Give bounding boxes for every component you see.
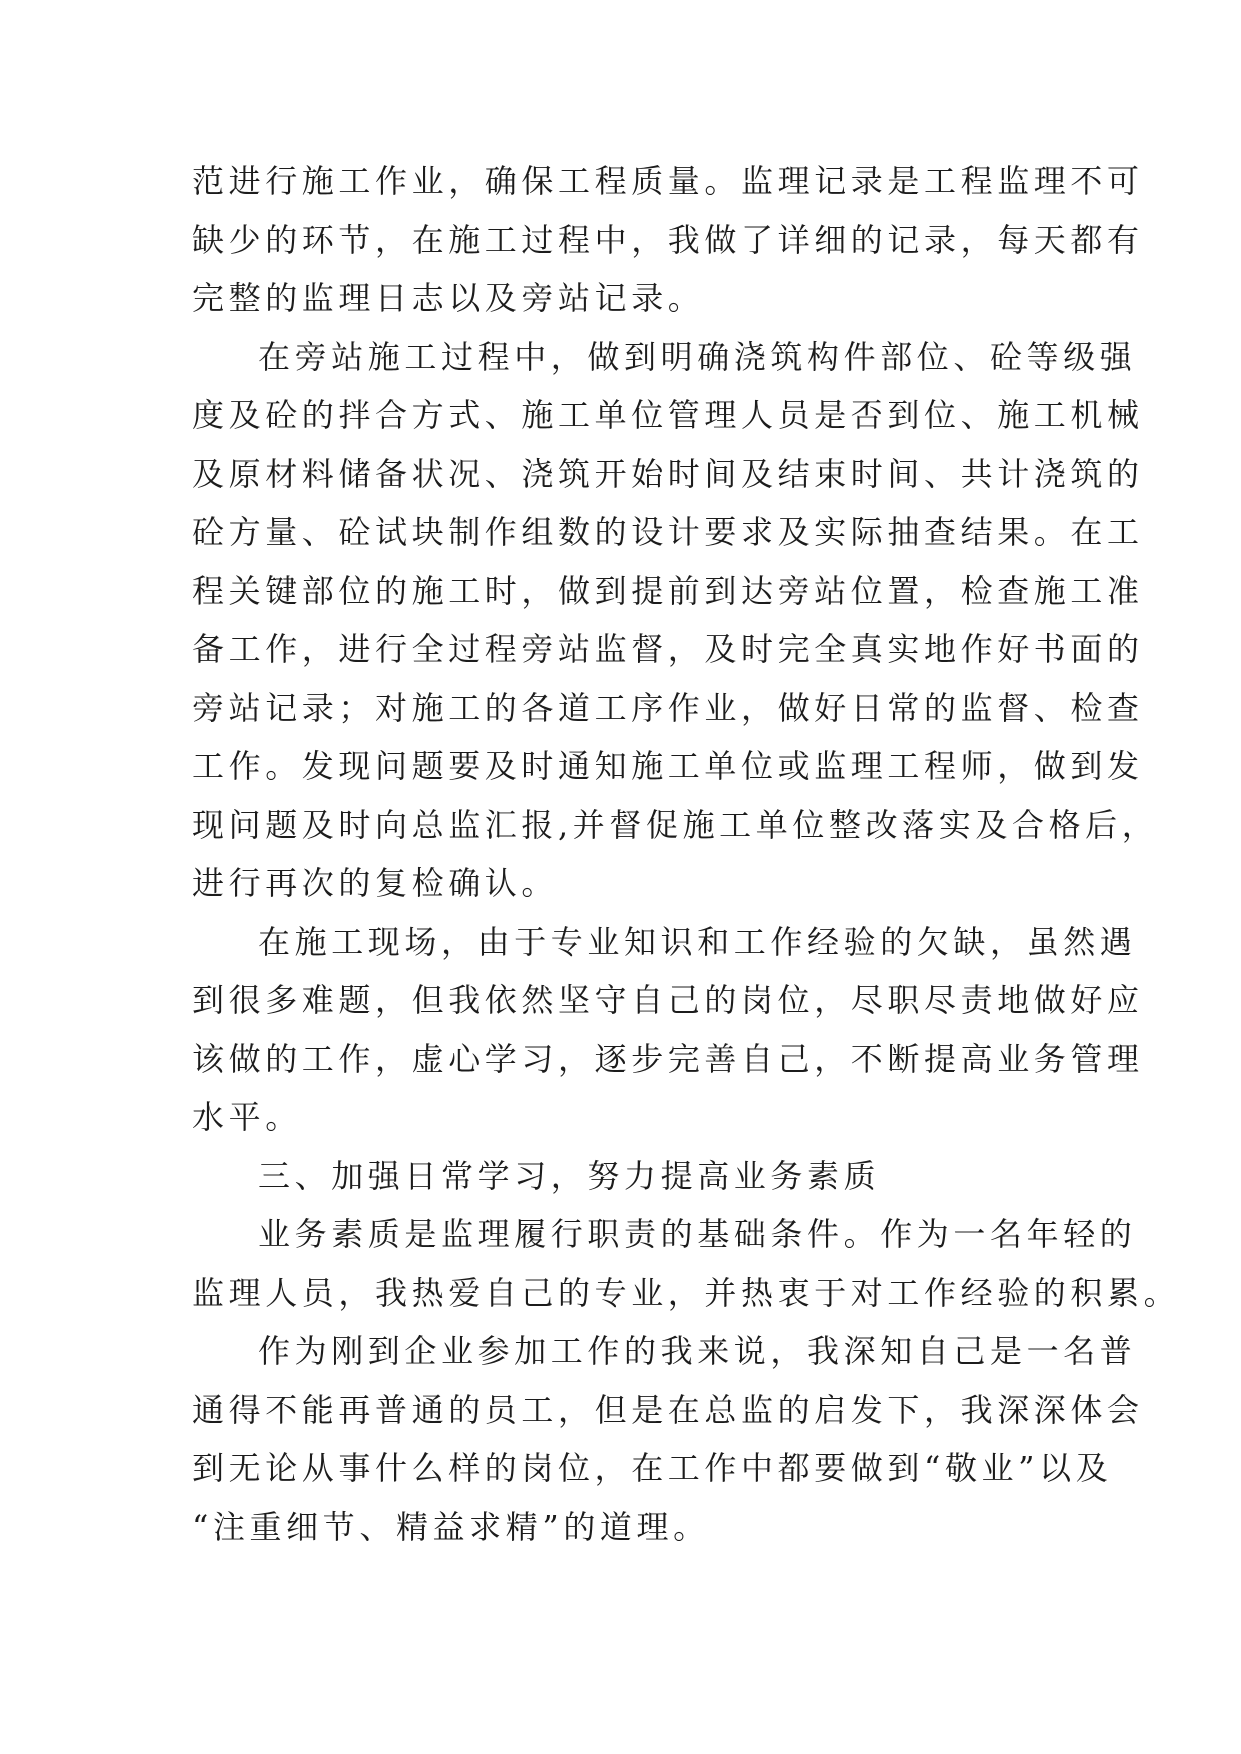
text-line: 到很多难题，但我依然坚守自己的岗位，尽职尽责地做好应 xyxy=(192,981,1144,1019)
text-line: 度及砼的拌合方式、施工单位管理人员是否到位、施工机械 xyxy=(192,396,1144,434)
text-line: 工作。发现问题要及时通知施工单位或监理工程师，做到发 xyxy=(192,747,1144,785)
text-line: “注重细节、精益求精”的道理。 xyxy=(192,1507,710,1546)
paragraph-3 xyxy=(192,913,1144,1147)
text-line: 业务素质是监理履行职责的基础条件。作为一名年轻的 xyxy=(258,1215,1137,1253)
text-line: 范进行施工作业，确保工程质量。监理记录是工程监理不可 xyxy=(192,162,1144,200)
text-line: 通得不能再普通的员工，但是在总监的启发下，我深深体会 xyxy=(192,1390,1144,1429)
text-line: 完整的监理日志以及旁站记录。 xyxy=(192,279,705,317)
document-body xyxy=(192,152,1181,1556)
text-line: 及原材料储备状况、浇筑开始时间及结束时间、共计浇筑的 xyxy=(192,454,1144,493)
text-line: 备工作，进行全过程旁站监督，及时完全真实地作好书面的 xyxy=(192,630,1144,668)
text-line: 到无论从事什么样的岗位，在工作中都要做到“敬业”以及 xyxy=(192,1449,1113,1487)
heading-line: 三、加强日常学习，努力提高业务素质 xyxy=(258,1156,881,1195)
text-line: 旁站记录；对施工的各道工序作业，做好日常的监督、检查 xyxy=(192,688,1144,727)
text-line: 作为刚到企业参加工作的我来说，我深知自己是一名普 xyxy=(258,1332,1137,1370)
text-line: 现问题及时向总监汇报,并督促施工单位整改落实及合格后， xyxy=(192,805,1159,844)
paragraph-5 xyxy=(192,1322,1144,1556)
text-line: 进行再次的复检确认。 xyxy=(192,864,559,902)
paragraph-4 xyxy=(192,1205,1181,1322)
text-line: 砼方量、砼试块制作组数的设计要求及实际抽查结果。在工 xyxy=(192,513,1144,551)
paragraph-2 xyxy=(192,328,1159,913)
paragraph-1 xyxy=(192,152,1144,328)
text-line: 缺少的环节，在施工过程中，我做了详细的记录，每天都有 xyxy=(192,220,1144,259)
text-line: 在旁站施工过程中，做到明确浇筑构件部位、砼等级强 xyxy=(258,337,1137,376)
text-line: 该做的工作，虚心学习，逐步完善自己，不断提高业务管理 xyxy=(192,1039,1144,1078)
text-line: 程关键部位的施工时，做到提前到达旁站位置，检查施工准 xyxy=(192,571,1144,610)
section-heading-3 xyxy=(192,1147,1060,1206)
text-line: 水平。 xyxy=(192,1098,302,1136)
text-line: 监理人员，我热爱自己的专业，并热衷于对工作经验的积累。 xyxy=(192,1273,1181,1312)
text-line: 在施工现场，由于专业知识和工作经验的欠缺，虽然遇 xyxy=(258,922,1137,961)
